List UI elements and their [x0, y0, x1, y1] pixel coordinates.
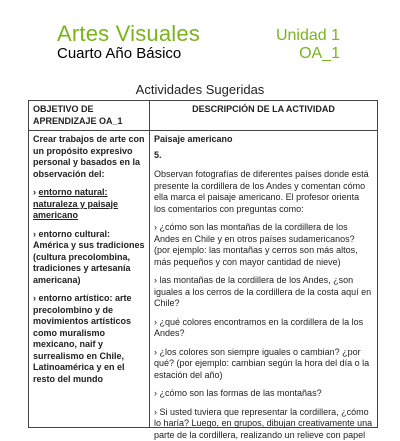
- activity-number: 5.: [154, 150, 373, 162]
- objective-intro: Crear trabajos de arte con un propósito expresivo personal y basados en la observación del:: [33, 134, 145, 180]
- activity-cell: [150, 131, 378, 428]
- activity-question-6: › Si usted tuviera que representar la cordillera, ¿cómo lo haría? Luego, en grupos, dibujan creativamente una parte de la cordillera, realizando un relieve con papel: [154, 407, 373, 441]
- objective-cell: [29, 131, 150, 428]
- objective-item-cultural: › entorno cultural: América y sus tradiciones (cultura precolombina, tradiciones y artesanía americana): [33, 229, 145, 287]
- objective-item-artistic: › entorno artístico: arte precolombino y de movimientos artísticos como muralismo mexicano, naif y surrealismo en Chile, Latinoamérica y en el resto del mundo: [33, 293, 145, 385]
- subject-title: Artes Visuales: [57, 21, 200, 47]
- objective-column-header: OBJETIVO DE APRENDIZAJE OA_1: [29, 101, 150, 131]
- bullet-marker: ›: [33, 187, 39, 197]
- objective-item-natural-text: entorno natural: naturaleza y paisaje americano: [33, 187, 118, 220]
- activity-question-5: › ¿cómo son las formas de las montañas?: [154, 388, 373, 400]
- unit-label: Unidad 1: [276, 27, 340, 45]
- section-title: Actividades Sugeridas: [0, 82, 400, 97]
- oa-code: OA_1: [299, 45, 340, 63]
- grade-subtitle: Cuarto Año Básico: [57, 45, 181, 62]
- page-header: [0, 0, 400, 70]
- activity-paragraph: Observan fotografías de diferentes países donde está presente la cordillera de los Andes y comentan cómo ella marca el paisaje americano. El profesor orienta los comentarios con preguntas como:: [154, 169, 373, 215]
- activity-subtitle: Paisaje americano: [154, 134, 373, 146]
- activity-column-header: DESCRIPCIÓN DE LA ACTIVIDAD: [150, 101, 378, 131]
- activity-question-3: › ¿qué colores encontramos en la cordillera de la los Andes?: [154, 317, 373, 340]
- activity-question-2: › las montañas de la cordillera de los Andes, ¿son iguales a los cerros de la cordillera de la costa aquí en Chile?: [154, 275, 373, 310]
- objective-item-natural: [33, 187, 145, 222]
- activity-question-1: › ¿cómo son las montañas de la cordillera de los Andes en Chile y en otros países sudamericanos? (por ejemplo: las montañas y cerros son más altos, más pequeños y con mayor cantidad de nieve): [154, 222, 373, 268]
- table-header-row: [29, 101, 378, 131]
- activity-question-4: › ¿los colores son siempre iguales o cambian? ¿por qué? (por ejemplo: cambian según la hora del día o la estación del año): [154, 347, 373, 382]
- activities-table: [28, 100, 378, 428]
- table-row: [29, 131, 378, 428]
